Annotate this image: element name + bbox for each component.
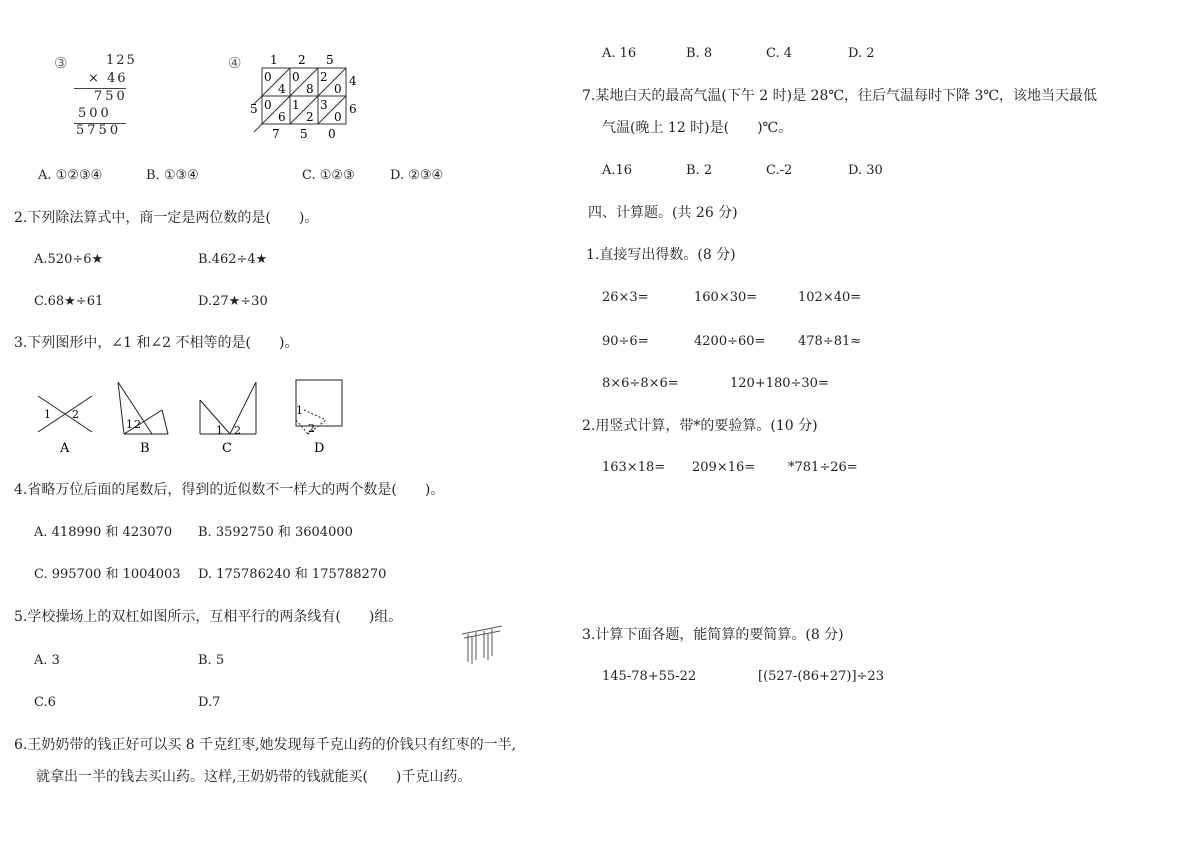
q7-line-2: 气温(晚上 12 时)是( )℃。 — [602, 120, 793, 136]
q7-line-1: 7.某地白天的最高气温(下午 2 时)是 28℃，往后气温每时下降 3℃，该地当天最低 — [582, 88, 1098, 104]
calc-1-item: 8×6÷8×6= — [602, 376, 679, 391]
q1-option-a[interactable]: A. ①②③④ — [38, 168, 103, 183]
q4-option-a[interactable]: A. 418990 和 423070 — [34, 525, 173, 540]
lattice-cell-tens: 3 — [320, 98, 328, 112]
q5-option-c[interactable]: C.6 — [34, 695, 56, 710]
q6-option-d[interactable]: D. 2 — [848, 46, 875, 61]
q2-question: 2.下列除法算式中，商一定是两位数的是( )。 — [14, 210, 319, 226]
q4-question: 4.省略万位后面的尾数后，得到的近似数不一样大的两个数是( )。 — [14, 482, 445, 498]
figure-3-partial-1: 750 — [94, 89, 128, 104]
q5-question: 5.学校操场上的双杠如图所示，互相平行的两条线有( )组。 — [14, 609, 403, 625]
q3-b-angle1: 1 — [126, 418, 133, 431]
figure-3-multiplicand: 125 — [106, 53, 137, 68]
calc-3-title: 3.计算下面各题，能简算的要简算。(8 分) — [582, 627, 844, 643]
calc-2-item: 209×16= — [692, 460, 756, 475]
calc-2-title: 2.用竖式计算，带*的要验算。(10 分) — [582, 418, 818, 434]
q3-angle-figures — [30, 374, 360, 458]
q2-option-a[interactable]: A.520÷6★ — [34, 252, 104, 267]
q7-option-d[interactable]: D. 30 — [848, 163, 883, 178]
q4-option-b[interactable]: B. 3592750 和 3604000 — [198, 525, 353, 540]
calc-1-item: 160×30= — [694, 290, 758, 305]
q3-c-angle2: 2 — [234, 424, 241, 437]
q3-label-b: B — [140, 441, 150, 456]
q3-b-angle2: 2 — [134, 418, 141, 431]
q6-option-a[interactable]: A. 16 — [602, 46, 637, 61]
q3-d-angle2: 2 — [308, 422, 315, 435]
q7-option-a[interactable]: A.16 — [602, 163, 633, 178]
lattice-cell-ones: 0 — [334, 82, 342, 96]
lattice-cell-ones: 0 — [334, 110, 342, 124]
calc-1-item: 26×3= — [602, 290, 649, 305]
q5-option-d[interactable]: D.7 — [198, 695, 221, 710]
figure-4-bottom-digit: 7 — [272, 127, 280, 141]
q6-option-c[interactable]: C. 4 — [766, 46, 793, 61]
q7-option-b[interactable]: B. 2 — [686, 163, 713, 178]
figure-3-circle-label: ③ — [54, 54, 68, 72]
lattice-cell-tens: 0 — [264, 98, 272, 112]
figure-4-top-digit: 1 — [270, 53, 278, 67]
q1-option-c[interactable]: C. ①②③ — [302, 168, 355, 183]
figure-4-circle-label: ④ — [228, 54, 242, 72]
q3-question: 3.下列图形中，∠1 和∠2 不相等的是( )。 — [14, 335, 299, 351]
q3-d-angle1: 1 — [296, 404, 303, 417]
calc-1-item: 478÷81≈ — [798, 334, 862, 349]
calc-3-item: 145-78+55-22 — [602, 669, 697, 684]
lattice-cell-tens: 2 — [320, 70, 328, 84]
figure-4-lattice-multiplication — [228, 50, 368, 150]
q2-option-b[interactable]: B.462÷4★ — [198, 252, 268, 267]
calc-1-title: 1.直接写出得数。(8 分) — [586, 247, 736, 263]
lattice-cell-ones: 4 — [278, 82, 286, 96]
lattice-cell-tens: 0 — [292, 70, 300, 84]
lattice-cell-tens: 0 — [264, 70, 272, 84]
q7-option-c[interactable]: C.-2 — [766, 163, 793, 178]
calc-1-item: 120+180÷30= — [730, 376, 829, 391]
figure-4-right-digit: 4 — [349, 74, 357, 88]
calc-1-item: 4200÷60= — [694, 334, 766, 349]
figure-4-bottom-digit: 0 — [328, 127, 336, 141]
calc-2-item: 163×18= — [602, 460, 666, 475]
q2-option-d[interactable]: D.27★÷30 — [198, 294, 268, 309]
calc-2-item: *781÷26= — [788, 460, 858, 475]
lattice-cell-tens: 1 — [292, 98, 300, 112]
q5-option-b[interactable]: B. 5 — [198, 653, 225, 668]
section-4-heading: 四、计算题。(共 26 分) — [588, 205, 738, 221]
q1-option-d[interactable]: D. ②③④ — [390, 168, 444, 183]
figure-3-multiplier: × 46 — [88, 71, 128, 86]
figure-4-top-digit: 5 — [326, 53, 334, 67]
q3-label-a: A — [60, 441, 70, 456]
q6-line-1: 6.王奶奶带的钱正好可以买 8 千克红枣,她发现每千克山药的价钱只有红枣的一半, — [14, 737, 517, 753]
q4-option-d[interactable]: D. 175786240 和 175788270 — [198, 567, 387, 582]
q1-option-b[interactable]: B. ①③④ — [146, 168, 199, 183]
q5-option-a[interactable]: A. 3 — [34, 653, 60, 668]
calc-3-item: [(527-(86+27)]÷23 — [758, 669, 884, 684]
figure-3-result: 5750 — [76, 123, 122, 138]
figure-4-right-digit: 6 — [349, 102, 357, 116]
figure-4-bottom-digit: 5 — [300, 127, 308, 141]
q2-option-c[interactable]: C.68★÷61 — [34, 294, 104, 309]
lattice-cell-ones: 8 — [306, 82, 314, 96]
figure-3-vertical-multiplication — [50, 52, 140, 142]
figure-3-partial-2: 500 — [78, 106, 112, 121]
parallel-bars-figure — [458, 622, 506, 666]
q3-a-angle2: 2 — [72, 408, 79, 421]
calc-1-item: 102×40= — [798, 290, 862, 305]
q6-line-2: 就拿出一半的钱去买山药。这样,王奶奶带的钱就能买( )千克山药。 — [36, 769, 472, 785]
figure-4-left-digit: 5 — [250, 102, 258, 116]
calc-1-item: 90÷6= — [602, 334, 649, 349]
q3-a-angle1: 1 — [44, 408, 51, 421]
q6-option-b[interactable]: B. 8 — [686, 46, 713, 61]
q4-option-c[interactable]: C. 995700 和 1004003 — [34, 567, 181, 582]
lattice-cell-ones: 2 — [306, 110, 314, 124]
q3-c-angle1: 1 — [216, 424, 223, 437]
q3-label-c: C — [222, 441, 232, 456]
figure-4-top-digit: 2 — [298, 53, 306, 67]
q3-label-d: D — [314, 441, 325, 456]
lattice-cell-ones: 6 — [278, 110, 286, 124]
